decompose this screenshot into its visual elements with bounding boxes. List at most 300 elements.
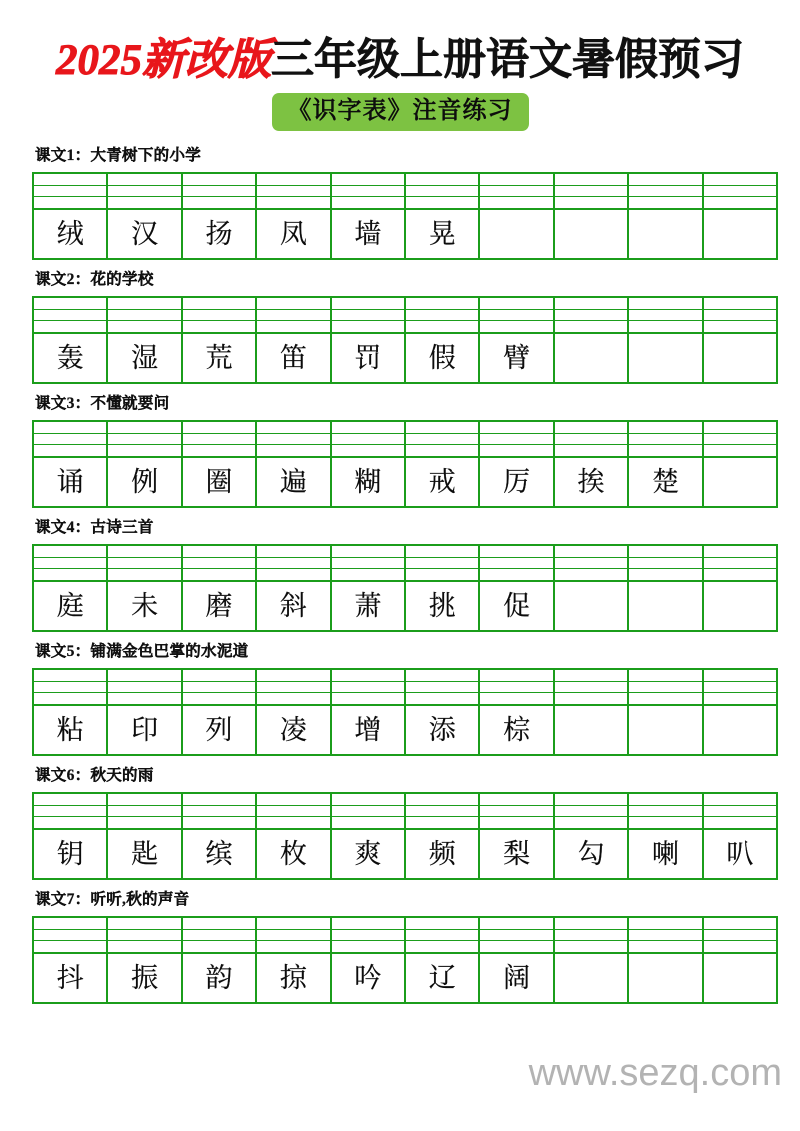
pinyin-guide-line <box>108 693 180 704</box>
pinyin-guide-line <box>257 186 329 198</box>
pinyin-writing-area[interactable] <box>480 422 552 458</box>
pinyin-guide-line <box>704 434 776 446</box>
pinyin-guide-line <box>629 817 701 828</box>
pinyin-guide-line <box>555 186 627 198</box>
pinyin-writing-area[interactable] <box>704 670 776 706</box>
pinyin-writing-area[interactable] <box>183 918 255 954</box>
grid-cell[interactable] <box>406 422 480 506</box>
character-cell <box>406 458 478 506</box>
grid-cell[interactable] <box>332 422 406 506</box>
pinyin-guide-line <box>108 569 180 580</box>
pinyin-guide-line <box>555 197 627 208</box>
character-glyph: 未 <box>131 590 159 621</box>
pinyin-guide-line <box>34 434 106 446</box>
pinyin-writing-area[interactable] <box>332 298 404 334</box>
character-cell <box>108 706 180 754</box>
pinyin-writing-area[interactable] <box>480 670 552 706</box>
grid-cell[interactable] <box>332 670 406 754</box>
character-cell <box>555 210 627 258</box>
grid-cell[interactable] <box>406 546 480 630</box>
character-cell <box>629 830 701 878</box>
pinyin-guide-line <box>34 806 106 818</box>
character-glyph: 振 <box>131 962 159 993</box>
pinyin-writing-area[interactable] <box>257 298 329 334</box>
pinyin-guide-line <box>704 806 776 818</box>
character-cell <box>34 706 106 754</box>
pinyin-guide-line <box>183 174 255 186</box>
character-glyph: 绒 <box>56 218 84 249</box>
pinyin-guide-line <box>406 670 478 682</box>
character-cell <box>257 210 329 258</box>
character-glyph: 罚 <box>354 342 382 373</box>
grid-cell[interactable] <box>108 670 182 754</box>
pinyin-practice-grid <box>32 172 778 260</box>
grid-cell[interactable] <box>332 794 406 878</box>
pinyin-guide-line <box>108 941 180 952</box>
pinyin-guide-line <box>480 197 552 208</box>
character-glyph: 糊 <box>354 466 382 497</box>
grid-cell[interactable] <box>108 422 182 506</box>
grid-cell[interactable] <box>480 546 554 630</box>
pinyin-writing-area[interactable] <box>183 298 255 334</box>
pinyin-writing-area[interactable] <box>704 918 776 954</box>
pinyin-writing-area[interactable] <box>332 918 404 954</box>
grid-cell[interactable] <box>34 174 108 258</box>
pinyin-writing-area[interactable] <box>704 174 776 210</box>
grid-cell[interactable] <box>555 298 629 382</box>
grid-cell[interactable] <box>34 546 108 630</box>
grid-cell[interactable] <box>629 546 703 630</box>
pinyin-writing-area[interactable] <box>257 670 329 706</box>
pinyin-guide-line <box>108 682 180 694</box>
pinyin-writing-area[interactable] <box>555 670 627 706</box>
character-glyph: 轰 <box>56 342 84 373</box>
pinyin-guide-line <box>34 445 106 456</box>
grid-cell[interactable] <box>480 174 554 258</box>
pinyin-guide-line <box>555 434 627 446</box>
pinyin-writing-area[interactable] <box>257 546 329 582</box>
pinyin-guide-line <box>555 569 627 580</box>
grid-cell[interactable] <box>332 174 406 258</box>
pinyin-guide-line <box>257 310 329 322</box>
pinyin-writing-area[interactable] <box>555 794 627 830</box>
character-cell <box>332 210 404 258</box>
pinyin-writing-area[interactable] <box>555 422 627 458</box>
pinyin-writing-area[interactable] <box>629 174 701 210</box>
pinyin-guide-line <box>555 918 627 930</box>
pinyin-guide-line <box>629 794 701 806</box>
pinyin-guide-line <box>555 693 627 704</box>
pinyin-writing-area[interactable] <box>183 670 255 706</box>
grid-cell[interactable] <box>108 298 182 382</box>
character-cell <box>183 210 255 258</box>
character-glyph: 钥 <box>56 838 84 869</box>
pinyin-writing-area[interactable] <box>704 422 776 458</box>
pinyin-guide-line <box>183 321 255 332</box>
lesson-title: 课文2：花的学校 <box>35 271 154 289</box>
pinyin-guide-line <box>34 174 106 186</box>
grid-cell[interactable] <box>34 422 108 506</box>
grid-cell[interactable] <box>257 174 331 258</box>
lesson-section <box>32 391 778 508</box>
pinyin-writing-area[interactable] <box>480 918 552 954</box>
grid-cell[interactable] <box>406 918 480 1002</box>
character-cell <box>480 334 552 382</box>
title-black-part: 三年级上册语文暑假预习 <box>271 37 744 84</box>
pinyin-practice-grid <box>32 916 778 1004</box>
character-cell <box>555 830 627 878</box>
pinyin-writing-area[interactable] <box>34 918 106 954</box>
grid-cell[interactable] <box>555 794 629 878</box>
pinyin-guide-line <box>257 670 329 682</box>
pinyin-guide-line <box>704 569 776 580</box>
pinyin-guide-line <box>629 445 701 456</box>
pinyin-writing-area[interactable] <box>480 546 552 582</box>
pinyin-writing-area[interactable] <box>629 670 701 706</box>
grid-cell[interactable] <box>183 546 257 630</box>
character-cell <box>257 582 329 630</box>
pinyin-writing-area[interactable] <box>332 422 404 458</box>
character-cell <box>332 582 404 630</box>
character-glyph: 萧 <box>354 590 382 621</box>
character-cell <box>704 582 776 630</box>
pinyin-writing-area[interactable] <box>406 794 478 830</box>
pinyin-guide-line <box>555 806 627 818</box>
grid-cell[interactable] <box>629 174 703 258</box>
pinyin-guide-line <box>183 670 255 682</box>
pinyin-writing-area[interactable] <box>34 670 106 706</box>
pinyin-writing-area[interactable] <box>406 670 478 706</box>
pinyin-writing-area[interactable] <box>34 546 106 582</box>
grid-cell[interactable] <box>480 918 554 1002</box>
pinyin-writing-area[interactable] <box>257 794 329 830</box>
pinyin-writing-area[interactable] <box>406 422 478 458</box>
pinyin-guide-line <box>406 186 478 198</box>
character-glyph: 假 <box>428 342 456 373</box>
pinyin-writing-area[interactable] <box>34 174 106 210</box>
grid-cell[interactable] <box>555 918 629 1002</box>
grid-cell[interactable] <box>480 422 554 506</box>
pinyin-writing-area[interactable] <box>257 422 329 458</box>
pinyin-writing-area[interactable] <box>480 794 552 830</box>
character-cell <box>406 334 478 382</box>
pinyin-guide-line <box>704 546 776 558</box>
grid-cell[interactable] <box>480 298 554 382</box>
pinyin-guide-line <box>257 930 329 942</box>
pinyin-guide-line <box>257 806 329 818</box>
character-cell <box>183 954 255 1002</box>
pinyin-guide-line <box>108 794 180 806</box>
character-glyph: 梨 <box>503 838 531 869</box>
pinyin-guide-line <box>480 569 552 580</box>
pinyin-guide-line <box>34 422 106 434</box>
grid-cell[interactable] <box>257 670 331 754</box>
grid-cell[interactable] <box>257 794 331 878</box>
grid-cell[interactable] <box>406 174 480 258</box>
pinyin-guide-line <box>183 434 255 446</box>
pinyin-guide-line <box>34 817 106 828</box>
pinyin-writing-area[interactable] <box>406 298 478 334</box>
pinyin-writing-area[interactable] <box>183 174 255 210</box>
pinyin-guide-line <box>257 174 329 186</box>
pinyin-writing-area[interactable] <box>108 918 180 954</box>
grid-cell[interactable] <box>183 174 257 258</box>
pinyin-guide-line <box>406 941 478 952</box>
character-cell <box>183 458 255 506</box>
pinyin-guide-line <box>704 558 776 570</box>
grid-cell[interactable] <box>34 298 108 382</box>
character-cell <box>704 458 776 506</box>
pinyin-writing-area[interactable] <box>257 918 329 954</box>
pinyin-guide-line <box>480 546 552 558</box>
pinyin-writing-area[interactable] <box>108 422 180 458</box>
character-glyph: 诵 <box>56 466 84 497</box>
pinyin-guide-line <box>34 321 106 332</box>
pinyin-guide-line <box>629 569 701 580</box>
character-glyph: 墙 <box>354 218 382 249</box>
grid-cell[interactable] <box>183 918 257 1002</box>
character-glyph: 喇 <box>651 838 679 869</box>
grid-cell[interactable] <box>704 670 776 754</box>
pinyin-guide-line <box>629 434 701 446</box>
pinyin-guide-line <box>332 941 404 952</box>
character-glyph: 荒 <box>205 342 233 373</box>
grid-cell[interactable] <box>555 422 629 506</box>
pinyin-guide-line <box>406 321 478 332</box>
pinyin-guide-line <box>183 422 255 434</box>
pinyin-guide-line <box>406 682 478 694</box>
character-cell <box>108 830 180 878</box>
pinyin-guide-line <box>406 445 478 456</box>
character-cell <box>555 582 627 630</box>
grid-cell[interactable] <box>629 298 703 382</box>
pinyin-writing-area[interactable] <box>629 918 701 954</box>
grid-cell[interactable] <box>332 546 406 630</box>
character-cell <box>480 706 552 754</box>
character-glyph: 叭 <box>726 838 754 869</box>
pinyin-writing-area[interactable] <box>34 422 106 458</box>
pinyin-guide-line <box>555 445 627 456</box>
character-cell <box>108 210 180 258</box>
grid-cell[interactable] <box>108 546 182 630</box>
grid-cell[interactable] <box>704 918 776 1002</box>
pinyin-guide-line <box>108 434 180 446</box>
pinyin-writing-area[interactable] <box>555 546 627 582</box>
grid-cell[interactable] <box>34 794 108 878</box>
grid-cell[interactable] <box>183 422 257 506</box>
pinyin-writing-area[interactable] <box>332 670 404 706</box>
character-glyph: 挑 <box>428 590 456 621</box>
pinyin-guide-line <box>183 445 255 456</box>
pinyin-guide-line <box>555 298 627 310</box>
grid-cell[interactable] <box>257 298 331 382</box>
pinyin-guide-line <box>257 693 329 704</box>
grid-cell[interactable] <box>480 670 554 754</box>
grid-cell[interactable] <box>257 546 331 630</box>
character-cell <box>555 458 627 506</box>
grid-cell[interactable] <box>406 670 480 754</box>
pinyin-writing-area[interactable] <box>555 298 627 334</box>
pinyin-guide-line <box>629 682 701 694</box>
grid-cell[interactable] <box>704 422 776 506</box>
pinyin-guide-line <box>108 298 180 310</box>
lesson-section <box>32 267 778 384</box>
pinyin-writing-area[interactable] <box>257 174 329 210</box>
pinyin-guide-line <box>108 670 180 682</box>
pinyin-guide-line <box>555 817 627 828</box>
pinyin-guide-line <box>555 310 627 322</box>
grid-cell[interactable] <box>555 546 629 630</box>
pinyin-guide-line <box>34 186 106 198</box>
character-glyph: 爽 <box>354 838 382 869</box>
pinyin-writing-area[interactable] <box>704 298 776 334</box>
pinyin-guide-line <box>629 941 701 952</box>
pinyin-guide-line <box>332 794 404 806</box>
pinyin-guide-line <box>629 298 701 310</box>
grid-cell[interactable] <box>108 918 182 1002</box>
grid-cell[interactable] <box>257 422 331 506</box>
pinyin-writing-area[interactable] <box>704 794 776 830</box>
character-cell <box>704 706 776 754</box>
grid-cell[interactable] <box>629 422 703 506</box>
pinyin-practice-grid <box>32 420 778 508</box>
grid-cell[interactable] <box>555 670 629 754</box>
character-cell <box>108 582 180 630</box>
grid-cell[interactable] <box>108 174 182 258</box>
page-title <box>0 38 800 83</box>
pinyin-guide-line <box>406 693 478 704</box>
grid-cell[interactable] <box>108 794 182 878</box>
pinyin-writing-area[interactable] <box>480 174 552 210</box>
grid-cell[interactable] <box>34 918 108 1002</box>
pinyin-guide-line <box>480 794 552 806</box>
pinyin-guide-line <box>704 817 776 828</box>
grid-cell[interactable] <box>629 670 703 754</box>
pinyin-writing-area[interactable] <box>183 546 255 582</box>
pinyin-guide-line <box>629 930 701 942</box>
grid-cell[interactable] <box>183 298 257 382</box>
pinyin-guide-line <box>183 197 255 208</box>
character-cell <box>704 830 776 878</box>
pinyin-guide-line <box>629 918 701 930</box>
pinyin-guide-line <box>183 930 255 942</box>
pinyin-guide-line <box>629 422 701 434</box>
pinyin-guide-line <box>183 806 255 818</box>
pinyin-writing-area[interactable] <box>629 422 701 458</box>
character-cell <box>332 458 404 506</box>
character-cell <box>629 582 701 630</box>
pinyin-writing-area[interactable] <box>108 670 180 706</box>
pinyin-guide-line <box>108 546 180 558</box>
pinyin-guide-line <box>183 310 255 322</box>
pinyin-guide-line <box>34 693 106 704</box>
grid-cell[interactable] <box>704 298 776 382</box>
lesson-section <box>32 515 778 632</box>
grid-cell[interactable] <box>704 794 776 878</box>
pinyin-guide-line <box>555 558 627 570</box>
lesson-title: 课文6：秋天的雨 <box>35 767 154 785</box>
character-glyph: 例 <box>131 466 159 497</box>
pinyin-writing-area[interactable] <box>108 546 180 582</box>
pinyin-guide-line <box>406 298 478 310</box>
pinyin-guide-line <box>34 558 106 570</box>
grid-cell[interactable] <box>257 918 331 1002</box>
pinyin-writing-area[interactable] <box>406 918 478 954</box>
pinyin-guide-line <box>704 186 776 198</box>
pinyin-writing-area[interactable] <box>332 174 404 210</box>
lesson-section <box>32 887 778 1004</box>
character-cell <box>555 706 627 754</box>
pinyin-writing-area[interactable] <box>108 794 180 830</box>
grid-cell[interactable] <box>629 918 703 1002</box>
pinyin-writing-area[interactable] <box>555 174 627 210</box>
grid-cell[interactable] <box>34 670 108 754</box>
pinyin-writing-area[interactable] <box>183 422 255 458</box>
character-cell <box>704 954 776 1002</box>
pinyin-writing-area[interactable] <box>108 174 180 210</box>
pinyin-guide-line <box>555 546 627 558</box>
grid-cell[interactable] <box>332 918 406 1002</box>
lesson-section <box>32 639 778 756</box>
pinyin-writing-area[interactable] <box>629 794 701 830</box>
pinyin-guide-line <box>108 186 180 198</box>
character-cell <box>257 334 329 382</box>
grid-cell[interactable] <box>480 794 554 878</box>
character-cell <box>406 830 478 878</box>
pinyin-practice-grid <box>32 668 778 756</box>
pinyin-writing-area[interactable] <box>34 794 106 830</box>
pinyin-writing-area[interactable] <box>629 298 701 334</box>
pinyin-writing-area[interactable] <box>480 298 552 334</box>
pinyin-guide-line <box>257 817 329 828</box>
pinyin-guide-line <box>555 174 627 186</box>
pinyin-writing-area[interactable] <box>629 546 701 582</box>
pinyin-guide-line <box>480 434 552 446</box>
grid-cell[interactable] <box>183 794 257 878</box>
grid-cell[interactable] <box>406 794 480 878</box>
grid-cell[interactable] <box>183 670 257 754</box>
pinyin-writing-area[interactable] <box>183 794 255 830</box>
grid-cell[interactable] <box>406 298 480 382</box>
grid-cell[interactable] <box>704 174 776 258</box>
pinyin-writing-area[interactable] <box>406 546 478 582</box>
pinyin-writing-area[interactable] <box>704 546 776 582</box>
pinyin-writing-area[interactable] <box>108 298 180 334</box>
character-glyph: 阔 <box>503 962 531 993</box>
pinyin-guide-line <box>34 310 106 322</box>
pinyin-writing-area[interactable] <box>555 918 627 954</box>
character-cell <box>108 334 180 382</box>
pinyin-writing-area[interactable] <box>332 546 404 582</box>
pinyin-writing-area[interactable] <box>332 794 404 830</box>
pinyin-guide-line <box>332 930 404 942</box>
grid-cell[interactable] <box>555 174 629 258</box>
grid-cell[interactable] <box>629 794 703 878</box>
character-cell <box>629 334 701 382</box>
pinyin-writing-area[interactable] <box>34 298 106 334</box>
pinyin-guide-line <box>183 918 255 930</box>
pinyin-guide-line <box>257 941 329 952</box>
pinyin-guide-line <box>183 817 255 828</box>
lesson-title: 课文7：听听,秋的声音 <box>35 891 190 909</box>
grid-cell[interactable] <box>704 546 776 630</box>
character-glyph: 湿 <box>131 342 159 373</box>
pinyin-guide-line <box>183 941 255 952</box>
grid-cell[interactable] <box>332 298 406 382</box>
character-glyph: 吟 <box>354 962 382 993</box>
pinyin-guide-line <box>183 794 255 806</box>
pinyin-writing-area[interactable] <box>406 174 478 210</box>
